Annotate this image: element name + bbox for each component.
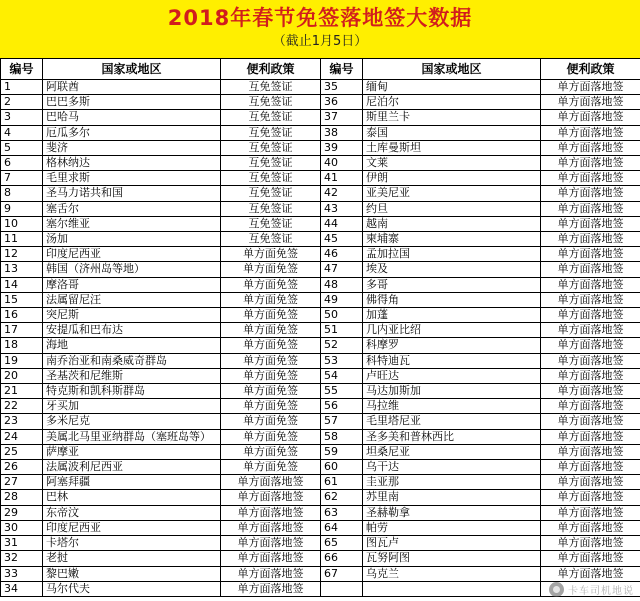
row-policy: 互免签证: [221, 110, 321, 125]
table-row: [1, 186, 640, 201]
table-body: [1, 80, 640, 597]
row-number: 34: [1, 581, 43, 596]
row-number: 14: [1, 277, 43, 292]
row-number: 23: [1, 414, 43, 429]
row-number: 21: [1, 384, 43, 399]
row-number: 12: [1, 247, 43, 262]
row-country: 科摩罗: [363, 338, 541, 353]
table-row: [1, 171, 640, 186]
row-policy: 单方面落地签: [221, 551, 321, 566]
row-policy: 互免签证: [221, 95, 321, 110]
row-country: 老挝: [43, 551, 221, 566]
row-policy: 单方面落地签: [541, 551, 640, 566]
row-policy: 单方面免签: [221, 460, 321, 475]
row-policy: 单方面落地签: [541, 505, 640, 520]
row-country: 阿塞拜疆: [43, 475, 221, 490]
row-number: 52: [321, 338, 363, 353]
row-country: 多哥: [363, 277, 541, 292]
row-country: 美属北马里亚纳群岛（塞班岛等）: [43, 429, 221, 444]
row-country: 圭亚那: [363, 475, 541, 490]
row-number: 19: [1, 353, 43, 368]
row-policy: 互免签证: [221, 216, 321, 231]
table-row: [1, 201, 640, 216]
row-number: 9: [1, 201, 43, 216]
row-number: 31: [1, 536, 43, 551]
row-number: 22: [1, 399, 43, 414]
header-number-right: 编号: [321, 59, 363, 80]
table-row: [1, 140, 640, 155]
table-row: [1, 247, 640, 262]
row-country: 马达加斯加: [363, 384, 541, 399]
row-number: 30: [1, 520, 43, 535]
row-country: 塞尔维亚: [43, 216, 221, 231]
row-country: 毛里求斯: [43, 171, 221, 186]
table-row: [1, 368, 640, 383]
header-country-right: 国家或地区: [363, 59, 541, 80]
row-country: 萨摩亚: [43, 444, 221, 459]
row-policy: 单方面落地签: [221, 505, 321, 520]
row-number: 48: [321, 277, 363, 292]
row-policy: 单方面落地签: [541, 308, 640, 323]
row-country: 加蓬: [363, 308, 541, 323]
row-country: 突尼斯: [43, 308, 221, 323]
table-row: [1, 262, 640, 277]
row-policy: 单方面免签: [221, 323, 321, 338]
row-number: 27: [1, 475, 43, 490]
row-country: 塞舌尔: [43, 201, 221, 216]
row-number: 24: [1, 429, 43, 444]
row-policy: 互免签证: [221, 186, 321, 201]
row-country: 尼泊尔: [363, 95, 541, 110]
table-row: [1, 566, 640, 581]
header-policy-right: 便利政策: [541, 59, 640, 80]
page-title: 2018年春节免签落地签大数据: [167, 6, 473, 30]
row-number: 67: [321, 566, 363, 581]
table-row: [1, 551, 640, 566]
row-policy: 互免签证: [221, 156, 321, 171]
row-number: 25: [1, 444, 43, 459]
row-policy: 单方面落地签: [541, 95, 640, 110]
row-number: 64: [321, 520, 363, 535]
row-number: 46: [321, 247, 363, 262]
watermark-text: 卡车司机地说: [568, 586, 634, 597]
row-country: 安提瓜和巴布达: [43, 323, 221, 338]
row-number: 66: [321, 551, 363, 566]
row-number: 32: [1, 551, 43, 566]
row-number: 45: [321, 232, 363, 247]
row-country: 斐济: [43, 140, 221, 155]
row-policy: 单方面免签: [221, 353, 321, 368]
row-number: 15: [1, 292, 43, 307]
row-country: 斯里兰卡: [363, 110, 541, 125]
table-row: [1, 353, 640, 368]
row-number: 44: [321, 216, 363, 231]
row-number: 17: [1, 323, 43, 338]
row-policy: 单方面落地签: [541, 520, 640, 535]
row-policy: 单方面免签: [221, 368, 321, 383]
table-row: [1, 505, 640, 520]
table-row: [1, 490, 640, 505]
row-country: 卡塔尔: [43, 536, 221, 551]
row-policy: 单方面落地签: [541, 80, 640, 95]
row-number: 37: [321, 110, 363, 125]
row-number: 59: [321, 444, 363, 459]
row-policy: 单方面落地签: [541, 536, 640, 551]
row-policy: 单方面免签: [221, 308, 321, 323]
row-policy: 单方面免签: [221, 429, 321, 444]
row-policy: 单方面落地签: [221, 475, 321, 490]
table-row: [1, 460, 640, 475]
row-policy: 单方面落地签: [221, 566, 321, 581]
table-row: [1, 475, 640, 490]
row-number: 58: [321, 429, 363, 444]
row-number: 43: [321, 201, 363, 216]
row-country: 孟加拉国: [363, 247, 541, 262]
table-row: [1, 232, 640, 247]
row-number: 29: [1, 505, 43, 520]
table-row: [1, 277, 640, 292]
header-number-left: 编号: [1, 59, 43, 80]
row-country: 乌干达: [363, 460, 541, 475]
row-policy: 互免签证: [221, 125, 321, 140]
table-row: [1, 520, 640, 535]
row-country: 法属留尼汪: [43, 292, 221, 307]
table-row: [1, 536, 640, 551]
row-country: 厄瓜多尔: [43, 125, 221, 140]
row-number: 51: [321, 323, 363, 338]
row-country: 阿联酋: [43, 80, 221, 95]
row-policy: 互免签证: [221, 201, 321, 216]
table-row: [1, 216, 640, 231]
row-country: 摩洛哥: [43, 277, 221, 292]
row-country: 瓦努阿图: [363, 551, 541, 566]
row-policy: 互免签证: [221, 140, 321, 155]
circle-logo-icon: [549, 582, 564, 597]
row-number-empty: [321, 581, 363, 596]
table-row: [1, 125, 640, 140]
row-policy: 单方面落地签: [541, 368, 640, 383]
row-number: 13: [1, 262, 43, 277]
row-number: 42: [321, 186, 363, 201]
row-country: 圣赫勒拿: [363, 505, 541, 520]
row-policy: 互免签证: [221, 232, 321, 247]
row-country: 法属波利尼西亚: [43, 460, 221, 475]
row-number: 57: [321, 414, 363, 429]
row-policy: 单方面免签: [221, 399, 321, 414]
row-number: 39: [321, 140, 363, 155]
row-country: 柬埔寨: [363, 232, 541, 247]
row-number: 10: [1, 216, 43, 231]
row-policy: 互免签证: [221, 171, 321, 186]
row-country: 巴林: [43, 490, 221, 505]
row-policy: 单方面落地签: [541, 262, 640, 277]
row-policy: 单方面落地签: [541, 292, 640, 307]
row-policy: 单方面免签: [221, 292, 321, 307]
row-country: 泰国: [363, 125, 541, 140]
row-policy: 单方面落地签: [541, 490, 640, 505]
row-number: 33: [1, 566, 43, 581]
row-country: 文莱: [363, 156, 541, 171]
row-policy: 单方面落地签: [541, 171, 640, 186]
row-country: 巴哈马: [43, 110, 221, 125]
table-header-row: [1, 59, 640, 80]
page-subtitle: （截止1月5日）: [272, 34, 368, 49]
row-country: 埃及: [363, 262, 541, 277]
row-number: 5: [1, 140, 43, 155]
row-policy: 单方面落地签: [541, 566, 640, 581]
row-country: 特克斯和凯科斯群岛: [43, 384, 221, 399]
row-number: 3: [1, 110, 43, 125]
row-number: 28: [1, 490, 43, 505]
row-country: 越南: [363, 216, 541, 231]
row-country: 巴巴多斯: [43, 95, 221, 110]
row-country: 缅甸: [363, 80, 541, 95]
table-row: [1, 95, 640, 110]
row-country: 亚美尼亚: [363, 186, 541, 201]
row-number: 26: [1, 460, 43, 475]
row-country: 科特迪瓦: [363, 353, 541, 368]
row-number: 8: [1, 186, 43, 201]
row-policy: 单方面免签: [221, 247, 321, 262]
row-policy: 单方面落地签: [541, 323, 640, 338]
header-country-left: 国家或地区: [43, 59, 221, 80]
row-policy: 单方面免签: [221, 338, 321, 353]
row-number: 6: [1, 156, 43, 171]
row-country: 圣多美和普林西比: [363, 429, 541, 444]
table-row: [1, 429, 640, 444]
row-country: 圣马力诺共和国: [43, 186, 221, 201]
row-number: 4: [1, 125, 43, 140]
row-policy: 单方面落地签: [541, 201, 640, 216]
row-policy: 单方面落地签: [541, 110, 640, 125]
watermark: [549, 582, 634, 597]
row-country: 南乔治亚和南桑威奇群岛: [43, 353, 221, 368]
row-country: 帕劳: [363, 520, 541, 535]
table-row: [1, 399, 640, 414]
row-policy: 单方面落地签: [541, 353, 640, 368]
row-number: 16: [1, 308, 43, 323]
row-country: 韩国（济州岛等地）: [43, 262, 221, 277]
table-row: [1, 80, 640, 95]
row-country: 黎巴嫩: [43, 566, 221, 581]
row-country-empty: [363, 581, 541, 596]
row-country: 苏里南: [363, 490, 541, 505]
row-policy: 单方面落地签: [541, 460, 640, 475]
row-number: 18: [1, 338, 43, 353]
row-policy: 互免签证: [221, 80, 321, 95]
row-number: 55: [321, 384, 363, 399]
row-policy: 单方面落地签: [541, 232, 640, 247]
row-number: 47: [321, 262, 363, 277]
table-row: [1, 110, 640, 125]
row-policy: 单方面落地签: [541, 247, 640, 262]
table-row: [1, 444, 640, 459]
row-policy: 单方面免签: [221, 414, 321, 429]
row-policy: 单方面落地签: [541, 414, 640, 429]
row-policy: 单方面落地签: [221, 490, 321, 505]
row-policy: 单方面落地签: [541, 277, 640, 292]
table-row: [1, 581, 640, 596]
row-country: 多米尼克: [43, 414, 221, 429]
row-country: 土库曼斯坦: [363, 140, 541, 155]
row-country: 马尔代夫: [43, 581, 221, 596]
row-number: 53: [321, 353, 363, 368]
row-number: 63: [321, 505, 363, 520]
row-policy: 单方面落地签: [541, 429, 640, 444]
row-country: 图瓦卢: [363, 536, 541, 551]
row-number: 41: [321, 171, 363, 186]
row-policy: 单方面落地签: [221, 536, 321, 551]
row-number: 49: [321, 292, 363, 307]
row-policy: 单方面落地签: [541, 216, 640, 231]
row-policy: 单方面落地签: [541, 140, 640, 155]
row-policy: 单方面落地签: [541, 125, 640, 140]
row-number: 20: [1, 368, 43, 383]
row-country: 印度尼西亚: [43, 520, 221, 535]
row-policy: 单方面落地签: [221, 520, 321, 535]
table-row: [1, 292, 640, 307]
row-number: 54: [321, 368, 363, 383]
table-row: [1, 414, 640, 429]
row-number: 61: [321, 475, 363, 490]
row-number: 65: [321, 536, 363, 551]
row-policy: 单方面落地签: [541, 399, 640, 414]
row-number: 1: [1, 80, 43, 95]
row-number: 7: [1, 171, 43, 186]
row-number: 11: [1, 232, 43, 247]
row-country: 佛得角: [363, 292, 541, 307]
visa-policy-table: [0, 58, 640, 597]
row-policy: 单方面落地签: [541, 384, 640, 399]
row-country: 汤加: [43, 232, 221, 247]
table-row: [1, 338, 640, 353]
row-country: 东帝汶: [43, 505, 221, 520]
table-row: [1, 384, 640, 399]
row-number: 50: [321, 308, 363, 323]
row-policy: 单方面落地签: [541, 338, 640, 353]
row-policy: 单方面落地签: [221, 581, 321, 596]
row-number: 36: [321, 95, 363, 110]
row-policy: 单方面免签: [221, 444, 321, 459]
row-country: 卢旺达: [363, 368, 541, 383]
row-country: 几内亚比绍: [363, 323, 541, 338]
table-row: [1, 308, 640, 323]
row-country: 伊朗: [363, 171, 541, 186]
row-country: 格林纳达: [43, 156, 221, 171]
row-number: 62: [321, 490, 363, 505]
row-number: 60: [321, 460, 363, 475]
title-banner: [0, 0, 640, 58]
row-country: 坦桑尼亚: [363, 444, 541, 459]
row-policy: 单方面免签: [221, 384, 321, 399]
row-country: 约旦: [363, 201, 541, 216]
table-row: [1, 323, 640, 338]
row-number: 35: [321, 80, 363, 95]
row-policy: 单方面落地签: [541, 156, 640, 171]
row-policy: 单方面落地签: [541, 444, 640, 459]
header-policy-left: 便利政策: [221, 59, 321, 80]
row-policy: 单方面免签: [221, 277, 321, 292]
row-country: 马拉维: [363, 399, 541, 414]
row-country: 乌克兰: [363, 566, 541, 581]
row-number: 56: [321, 399, 363, 414]
row-number: 38: [321, 125, 363, 140]
row-country: 印度尼西亚: [43, 247, 221, 262]
row-policy: 单方面免签: [221, 262, 321, 277]
row-country: 毛里塔尼亚: [363, 414, 541, 429]
row-policy: 单方面落地签: [541, 475, 640, 490]
row-number: 40: [321, 156, 363, 171]
table-row: [1, 156, 640, 171]
row-country: 牙买加: [43, 399, 221, 414]
row-policy: 单方面落地签: [541, 186, 640, 201]
row-number: 2: [1, 95, 43, 110]
row-country: 海地: [43, 338, 221, 353]
row-country: 圣基茨和尼维斯: [43, 368, 221, 383]
